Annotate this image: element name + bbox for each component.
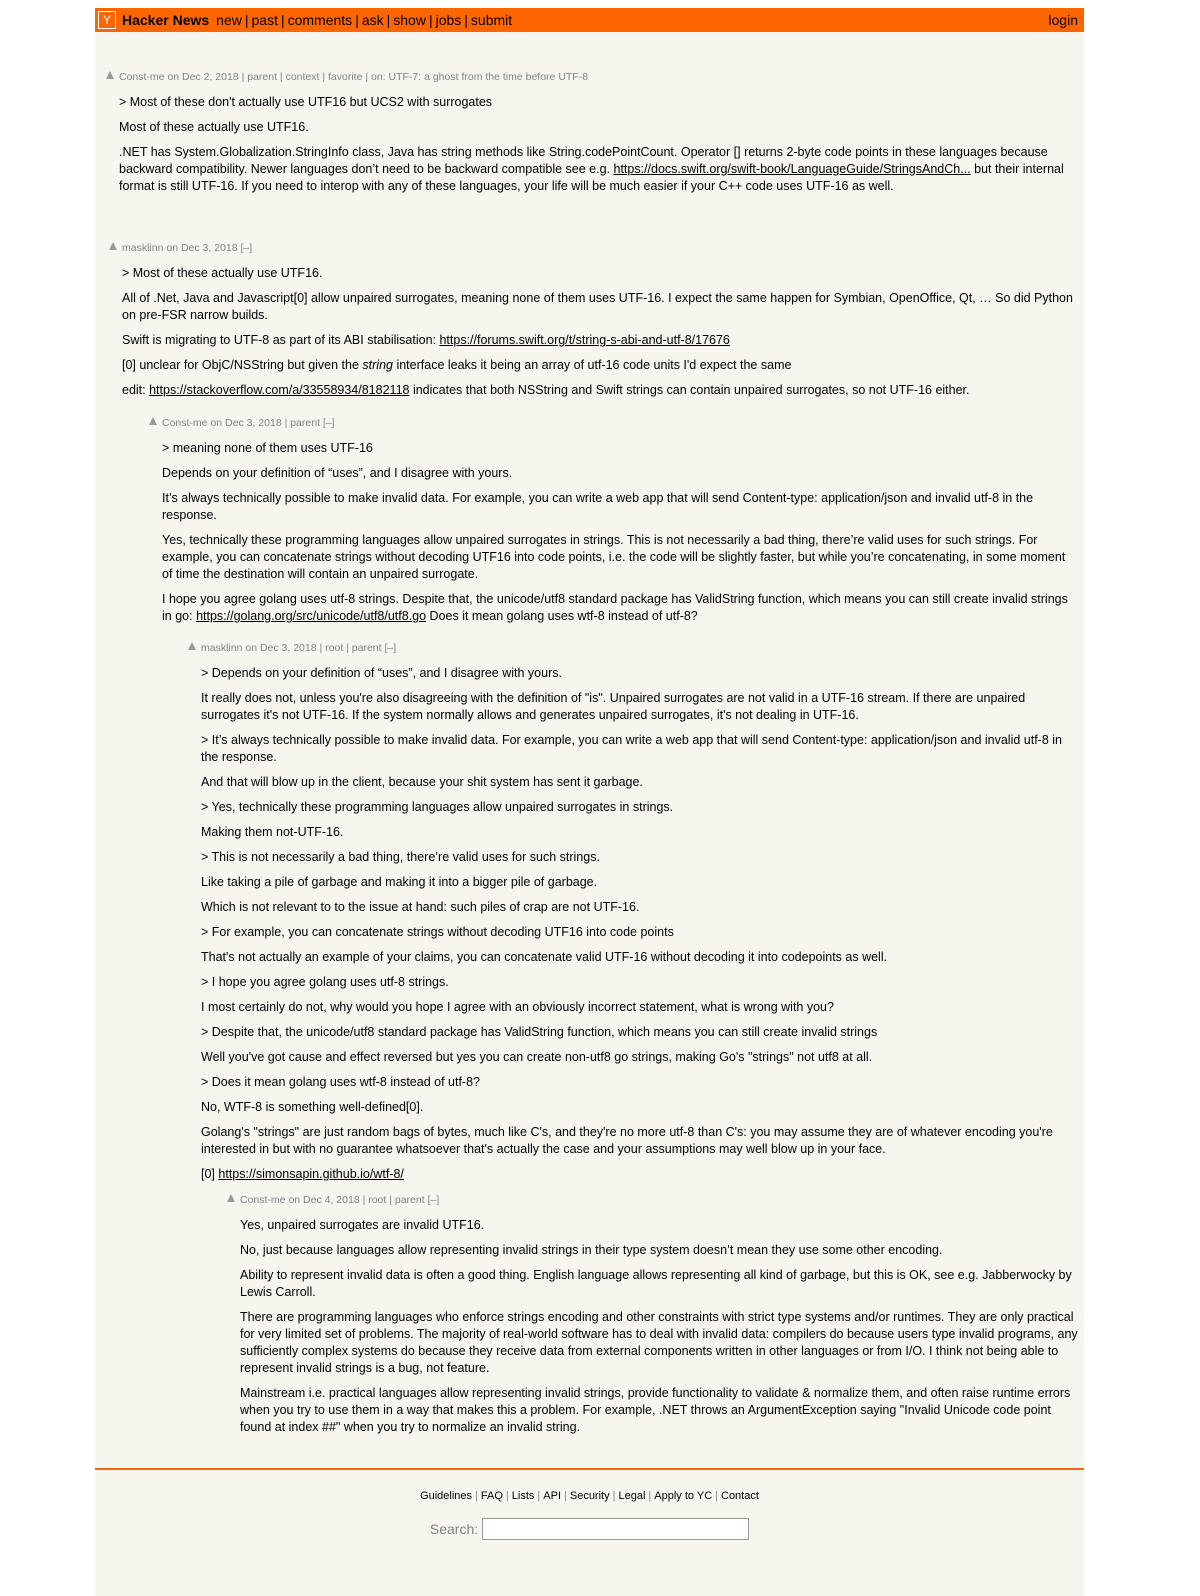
comment-url-link[interactable]: https://forums.swift.org/t/string-s-abi-and-utf-8/17676: [439, 333, 730, 347]
text-segment: Golang's "strings" are just random bags of bytes, much like C's, and they're no more utf-8 than C's: you may assume they are of whatever encoding you're interested in but with no guarantee whatsoever that's actually the case and your assumptions may well blow up in your face.: [201, 1125, 1053, 1156]
nav-links: [216, 12, 512, 28]
comment-paragraph: [122, 332, 1078, 349]
footer-link-legal[interactable]: Legal: [618, 1490, 646, 1502]
collapse-toggle[interactable]: [–]: [384, 642, 397, 654]
comment-paragraph: [162, 591, 1078, 625]
footer-link-faq[interactable]: FAQ: [480, 1490, 503, 1502]
comment-paragraph: [201, 874, 1078, 891]
nav-submit[interactable]: submit: [470, 12, 513, 28]
comment-paragraph: [201, 924, 1078, 941]
comment-text: [201, 665, 1078, 1183]
comment-paragraph: [240, 1267, 1078, 1301]
footer-link-security[interactable]: Security: [569, 1490, 610, 1502]
comment-text: [122, 265, 1078, 399]
comment-link-parent[interactable]: parent: [351, 642, 382, 654]
text-segment: No, just because languages allow representing invalid strings in their type system doesn’t mean they use some other encoding.: [240, 1243, 943, 1257]
text-segment: It really does not, unless you're also disagreeing with the definition of "is". Unpaired surrogates are not valid in a UTF-16 stream. If there are unpaired surrogates it's not UTF-16. If the system normally allows and generates unpaired surrogates, it's not dealing in UTF-16.: [201, 691, 1026, 722]
footer-link-contact[interactable]: Contact: [721, 1490, 759, 1502]
hn-logo[interactable]: Y: [98, 11, 116, 29]
comment-paragraph: [201, 1099, 1078, 1116]
comment-user[interactable]: masklinn: [201, 642, 243, 654]
text-segment: > Most of these don't actually use UTF16 but UCS2 with surrogates: [119, 95, 493, 109]
upvote-arrow-icon[interactable]: [106, 71, 114, 79]
text-segment: [0] unclear for ObjC/NSString but given the: [122, 358, 363, 372]
footer-link-lists[interactable]: Lists: [511, 1490, 535, 1502]
upvote-arrow-icon[interactable]: [227, 1194, 235, 1202]
comment-age[interactable]: on Dec 2, 2018: [167, 71, 239, 83]
collapse-toggle[interactable]: [–]: [427, 1194, 440, 1206]
comment-paragraph: [201, 799, 1078, 816]
comment-link-parent[interactable]: parent: [290, 417, 320, 429]
comment-age[interactable]: on Dec 3, 2018: [166, 242, 238, 254]
text-segment: Yes, unpaired surrogates are invalid UTF16.: [240, 1218, 485, 1232]
comment-header: masklinn on Dec 3, 2018 | root | parent [–]: [201, 641, 1078, 655]
comment-link-favorite[interactable]: favorite: [327, 71, 363, 83]
comment-paragraph: [162, 440, 1078, 457]
comment-age[interactable]: on Dec 3, 2018: [245, 642, 317, 654]
nav-separator: |: [280, 12, 285, 28]
comment: [122, 241, 1078, 407]
text-segment: I hope you agree golang uses utf-8 strings. Despite that, the unicode/utf8 standard package has ValidString function, which means you can still create invalid strings in go:: [162, 592, 1068, 623]
text-segment: Making them not-UTF-16.: [201, 825, 344, 839]
text-segment: edit:: [122, 383, 150, 397]
text-segment: > Depends on your definition of “uses”, and I disagree with yours.: [201, 666, 562, 680]
comment-link-context[interactable]: context: [285, 71, 320, 83]
comment-link-parent[interactable]: parent: [247, 71, 277, 83]
footer-separator: |: [715, 1490, 718, 1502]
nav-comments[interactable]: comments: [287, 12, 353, 28]
comment-paragraph: [201, 1024, 1078, 1041]
comment-paragraph: [240, 1309, 1078, 1377]
comment-user[interactable]: Const-me: [162, 417, 208, 429]
text-segment: Like taking a pile of garbage and making it into a bigger pile of garbage.: [201, 875, 598, 889]
text-segment: I most certainly do not, why would you hope I agree with an obviously incorrect statement, what is wrong with you?: [201, 1000, 834, 1014]
text-segment: Well you've got cause and effect reversed but yes you can create non-utf8 go strings, making Go's "strings" not utf8 at all.: [201, 1050, 873, 1064]
comment-url-link[interactable]: https://docs.swift.org/swift-book/LanguageGuide/StringsAndCh...: [613, 162, 971, 176]
comment-paragraph: [201, 732, 1078, 766]
comment: [119, 70, 1078, 203]
footer-separator: |: [505, 1490, 509, 1502]
nav-separator: |: [386, 12, 391, 28]
text-segment: Yes, technically these programming languages allow unpaired surrogates in strings. This is not necessarily a bad thing, there’re valid uses for such strings. For example, you can concatenate strings without decoding UTF16 into code points, i.e. the code will be slightly faster, but while you’re concatenating, in some moment of time the destination will contain an unpaired surrogate.: [162, 533, 1066, 581]
text-segment: Which is not relevant to to the issue at hand: such piles of crap are not UTF-16.: [201, 900, 640, 914]
text-segment: All of .Net, Java and Javascript[0] allow unpaired surrogates, meaning none of them uses UTF-16. I expect the same happen for Symbian, OpenOffice, Qt, … So did Python on pre-FSR narrow builds.: [122, 291, 1073, 322]
text-segment: Depends on your definition of “uses”, and I disagree with yours.: [162, 466, 513, 480]
comment-paragraph: [201, 999, 1078, 1016]
comment-paragraph: [122, 382, 1078, 399]
upvote-arrow-icon[interactable]: [149, 417, 157, 425]
comment-link-parent[interactable]: parent: [394, 1194, 425, 1206]
comment: [240, 1193, 1078, 1444]
text-segment: It’s always technically possible to make invalid data. For example, you can write a web app that will send Content-type: application/json and invalid utf-8 in the response.: [162, 491, 1034, 522]
comment-header: Const-me on Dec 2, 2018 | parent | context | favorite | on: UTF-7: a ghost from the time before UTF-8: [119, 70, 1078, 84]
footer-separator: |: [475, 1490, 478, 1502]
collapse-toggle[interactable]: [–]: [240, 242, 253, 254]
comment-text: [162, 440, 1078, 625]
top-bar: [95, 8, 1084, 32]
comment-url-link[interactable]: https://simonsapin.github.io/wtf-8/: [218, 1167, 404, 1181]
text-segment: indicates that both NSString and Swift strings can contain unpaired surrogates, so not UTF-16 either.: [409, 383, 970, 397]
upvote-arrow-icon[interactable]: [109, 242, 117, 250]
comment-paragraph: [119, 144, 1078, 195]
footer-links: [95, 1490, 1084, 1502]
text-segment: > Despite that, the unicode/utf8 standard package has ValidString function, which means you can still create invalid strings: [201, 1025, 878, 1039]
text-segment: Does it mean golang uses wtf-8 instead of utf-8?: [426, 609, 698, 623]
emphasis-text: string: [362, 358, 393, 372]
comment-paragraph: [201, 849, 1078, 866]
comment-paragraph: [201, 1049, 1078, 1066]
nav-jobs[interactable]: jobs: [435, 12, 462, 28]
text-segment: Mainstream i.e. practical languages allow representing invalid strings, provide functionality to validate & normalize them, and often raise runtime errors when you try to use them in a way that makes this a problem. For example, .NET throws an ArgumentException saying "Invalid Unicode code point found at index ##" when you try to normalize an invalid string.: [240, 1386, 1071, 1434]
footer-separator: |: [612, 1490, 616, 1502]
text-segment: No, WTF-8 is something well-defined[0].: [201, 1100, 424, 1114]
footer-separator: |: [564, 1490, 567, 1502]
nav-separator: |: [244, 12, 249, 28]
story-link[interactable]: on: UTF-7: a ghost from the time before UTF-8: [370, 71, 589, 83]
comment-user[interactable]: Const-me: [119, 71, 165, 83]
site-name[interactable]: Hacker News: [122, 12, 210, 28]
text-segment: > Does it mean golang uses wtf-8 instead of utf-8?: [201, 1075, 480, 1089]
comment-paragraph: [122, 357, 1078, 374]
footer-separator: |: [537, 1490, 541, 1502]
text-segment: Swift is migrating to UTF-8 as part of its ABI stabilisation:: [122, 333, 440, 347]
footer-separator: |: [648, 1490, 652, 1502]
comment-paragraph: [201, 774, 1078, 791]
comment-paragraph: [201, 1074, 1078, 1091]
text-segment: but their internal format is still UTF-16. If you need to interop with any of these languages, your life will be much easier if your C++ code uses UTF-16 as well.: [119, 162, 1064, 193]
text-segment: > For example, you can concatenate strings without decoding UTF16 into code points: [201, 925, 674, 939]
comment-paragraph: [201, 899, 1078, 916]
search-input[interactable]: [482, 1518, 749, 1540]
comment-paragraph: [119, 119, 1078, 136]
text-segment: > This is not necessarily a bad thing, there’re valid uses for such strings.: [201, 850, 600, 864]
comment-paragraph: [122, 290, 1078, 324]
comment-text: [119, 94, 1078, 195]
text-segment: And that will blow up in the client, because your shit system has sent it garbage.: [201, 775, 643, 789]
nav-ask[interactable]: ask: [361, 12, 384, 28]
comment-header: [122, 241, 1078, 255]
nav-show[interactable]: show: [393, 12, 426, 28]
nav-separator: |: [355, 12, 359, 28]
comment-paragraph: [201, 1166, 1078, 1183]
comment-paragraph: [162, 465, 1078, 482]
comment-paragraph: [162, 490, 1078, 524]
text-segment: .NET has System.Globalization.StringInfo class, Java has string methods like String.codePointCount. Operator [] returns 2-byte code points in these languages because backward compatibility. Newer languages don’t need to be backward compatible see e.g.: [119, 145, 1048, 176]
comment: [201, 641, 1078, 1191]
search-label: Search:: [429, 1521, 479, 1537]
comment-paragraph: [201, 824, 1078, 841]
comment-link-root[interactable]: root: [325, 642, 344, 654]
text-segment: > I hope you agree golang uses utf-8 strings.: [201, 975, 449, 989]
comment-user[interactable]: masklinn: [122, 242, 164, 254]
nav-new[interactable]: new: [216, 12, 242, 28]
comment-paragraph: [122, 265, 1078, 282]
footer: [95, 1468, 1084, 1540]
search-form: [95, 1518, 1084, 1540]
comment-url-link[interactable]: https://golang.org/src/unicode/utf8/utf8.go: [196, 609, 427, 623]
nav-separator: |: [428, 12, 433, 28]
text-segment: > Most of these actually use UTF16.: [122, 266, 323, 280]
comment-paragraph: [162, 532, 1078, 583]
comment-age[interactable]: on Dec 4, 2018: [288, 1194, 360, 1206]
text-segment: [0]: [201, 1167, 219, 1181]
comment-paragraph: [201, 665, 1078, 682]
text-segment: > meaning none of them uses UTF-16: [162, 441, 373, 455]
text-segment: That's not actually an example of your claims, you can concatenate valid UTF-16 without decoding it into codepoints as well.: [201, 950, 888, 964]
text-segment: There are programming languages who enforce strings encoding and other constraints with strict type systems and/or runtimes. They are only practical for very limited set of problems. The majority of real-world software has to deal with invalid data: compilers do because users type invalid programs, any sufficiently complex systems do because they receive data from external components written in other languages or from I/O. I think not being able to represent invalid strings is a bug, not feature.: [240, 1310, 1078, 1375]
comment-age[interactable]: on Dec 3, 2018: [210, 417, 282, 429]
text-segment: > Yes, technically these programming languages allow unpaired surrogates in strings.: [201, 800, 674, 814]
comment-paragraph: [119, 94, 1078, 111]
comment-paragraph: [201, 974, 1078, 991]
comment-paragraph: [240, 1242, 1078, 1259]
comment-paragraph: [240, 1385, 1078, 1436]
comment-user[interactable]: Const-me: [240, 1194, 286, 1206]
text-segment: > It’s always technically possible to make invalid data. For example, you can write a web app that will send Content-type: application/json and invalid utf-8 in the response.: [201, 733, 1062, 764]
comment: [162, 416, 1078, 633]
collapse-toggle[interactable]: [–]: [322, 417, 335, 429]
page-container: [95, 8, 1084, 1596]
text-segment: Ability to represent invalid data is often a good thing. English language allows representing all kind of garbage, but this is OK, see e.g. Jabberwocky by Lewis Carroll.: [240, 1268, 1072, 1299]
nav-separator: |: [464, 12, 468, 28]
comment-header: Const-me on Dec 3, 2018 | parent [–]: [162, 416, 1078, 430]
comment-text: [240, 1217, 1078, 1436]
comment-url-link[interactable]: https://stackoverflow.com/a/33558934/8182118: [149, 383, 410, 397]
comment-link-root[interactable]: root: [368, 1194, 387, 1206]
comment-paragraph: [201, 949, 1078, 966]
footer-link-api[interactable]: API: [543, 1490, 561, 1502]
text-segment: Most of these actually use UTF16.: [119, 120, 309, 134]
comment-paragraph: [201, 690, 1078, 724]
footer-link-apply-to-yc[interactable]: Apply to YC: [654, 1490, 713, 1502]
nav-past[interactable]: past: [251, 12, 278, 28]
upvote-arrow-icon[interactable]: [188, 642, 196, 650]
comment-paragraph: [201, 1124, 1078, 1158]
login-link[interactable]: login: [1048, 12, 1078, 28]
footer-link-guidelines[interactable]: Guidelines: [420, 1490, 473, 1502]
comment-header: Const-me on Dec 4, 2018 | root | parent [–]: [240, 1193, 1078, 1207]
text-segment: interface leaks it being an array of utf-16 code units I'd expect the same: [392, 358, 792, 372]
comment-paragraph: [240, 1217, 1078, 1234]
